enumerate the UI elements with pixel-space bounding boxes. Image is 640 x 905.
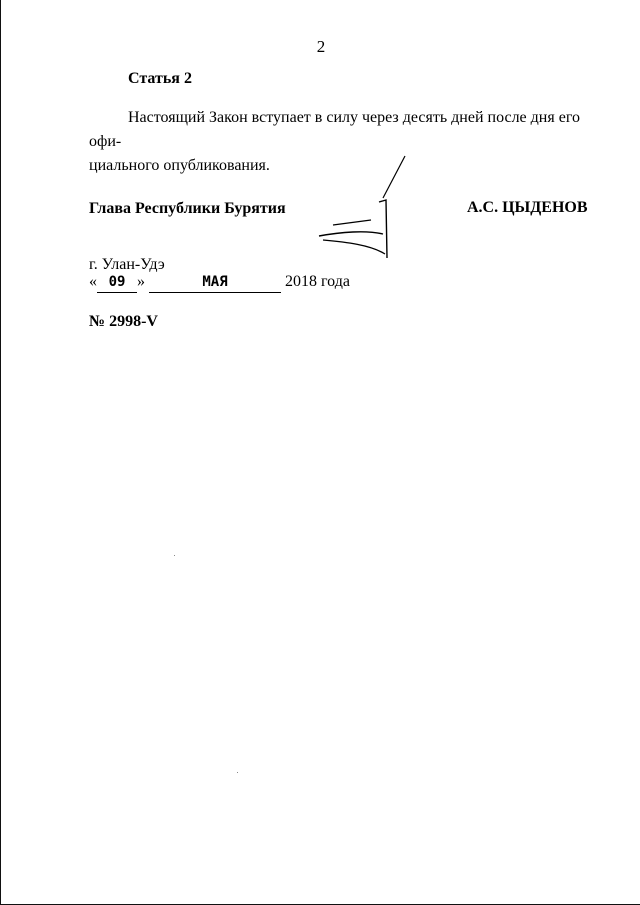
- place-of-signing: г. Улан-Удэ: [89, 256, 165, 273]
- signer-name: А.С. ЦЫДЕНОВ: [467, 199, 588, 216]
- date-month: МАЯ: [149, 272, 281, 293]
- date-year: 2018 года: [285, 273, 350, 290]
- date-day: 09: [97, 272, 137, 293]
- handwritten-signature: [311, 150, 421, 265]
- signer-title: Глава Республики Бурятия: [89, 200, 286, 217]
- article-title: Статья 2: [128, 70, 192, 87]
- article-text-line-1: Настоящий Закон вступает в силу через десять дней после дня его офи-: [89, 109, 580, 150]
- page-number: 2: [316, 37, 326, 56]
- document-number: № 2998-V: [89, 313, 158, 330]
- scan-speck: [174, 555, 175, 556]
- date-close-quote: »: [137, 273, 145, 290]
- date-open-quote: «: [89, 273, 97, 290]
- signing-date: [89, 272, 350, 293]
- article-text-line-2: циального опубликования.: [89, 157, 270, 174]
- scan-speck: [237, 772, 238, 773]
